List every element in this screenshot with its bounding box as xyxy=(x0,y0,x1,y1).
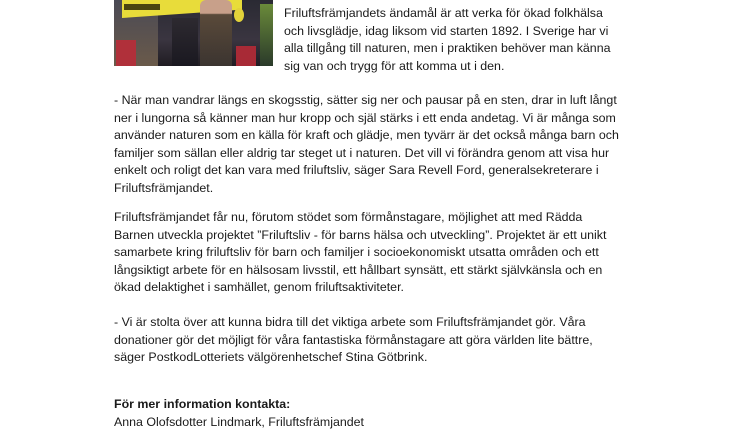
photo-detail xyxy=(260,4,273,66)
contact-heading: För mer information kontakta: xyxy=(114,397,291,411)
intro-paragraph: Friluftsfrämjandets ändamål är att verka för ökad folkhälsa och livsglädje, idag liksom vid starten 1892. I Sverige har vi alla tillgång till naturen, men i praktiken behöver man känna sig van och trygg för att komma ut i den. xyxy=(284,6,611,73)
project-paragraph: Friluftsfrämjandet får nu, förutom stödet som förmånstagare, möjlighet att med Rädda Barnen utveckla projektet ”Friluftsliv - för barns hälsa och utveckling”. Projektet är ett unikt samarbete kring friluftsliv för barn och familjer i socioekonomiskt utsatta områden och ett långsiktigt arbete för en hälsosam livsstil, ett hållbart synsätt, ett stärkt självkänsla och en ökad delaktighet i samhället, genom friluftsaktiviteter. xyxy=(114,210,607,294)
photo-detail xyxy=(236,46,256,66)
photo-check-text xyxy=(124,4,160,10)
contact-line: Anna Olofsdotter Lindmark, Friluftsfrämjandet xyxy=(114,415,364,429)
photo-person xyxy=(172,18,198,66)
event-photo xyxy=(114,0,273,66)
photo-detail xyxy=(234,8,244,22)
photo-person xyxy=(200,0,232,66)
quote-paragraph: - När man vandrar längs en skogsstig, sätter sig ner och pausar på en sten, drar in luft långt ner i lungorna så känner man hur kropp och själ stärks i ett enda andetag. Vi är många som använder naturen som en källa för kraft och glädje, men tyvärr är det också många barn och familjer som sällan eller aldrig tar steget ut i naturen. Det vill vi förändra genom att visa hur enkelt och roligt det kan vara med friluftsliv, säger Sara Revell Ford, generalsekreterare i Friluftsfrämjandet. xyxy=(114,93,619,195)
donor-quote-paragraph: - Vi är stolta över att kunna bidra till det viktiga arbete som Friluftsfrämjandet gör. Våra donationer gör det möjligt för våra fantastiska förmånstagare att göra världen lite bättre, säger PostkodLotteriets välgörenhetschef Stina Götbrink. xyxy=(114,315,593,364)
photo-detail xyxy=(116,40,136,66)
